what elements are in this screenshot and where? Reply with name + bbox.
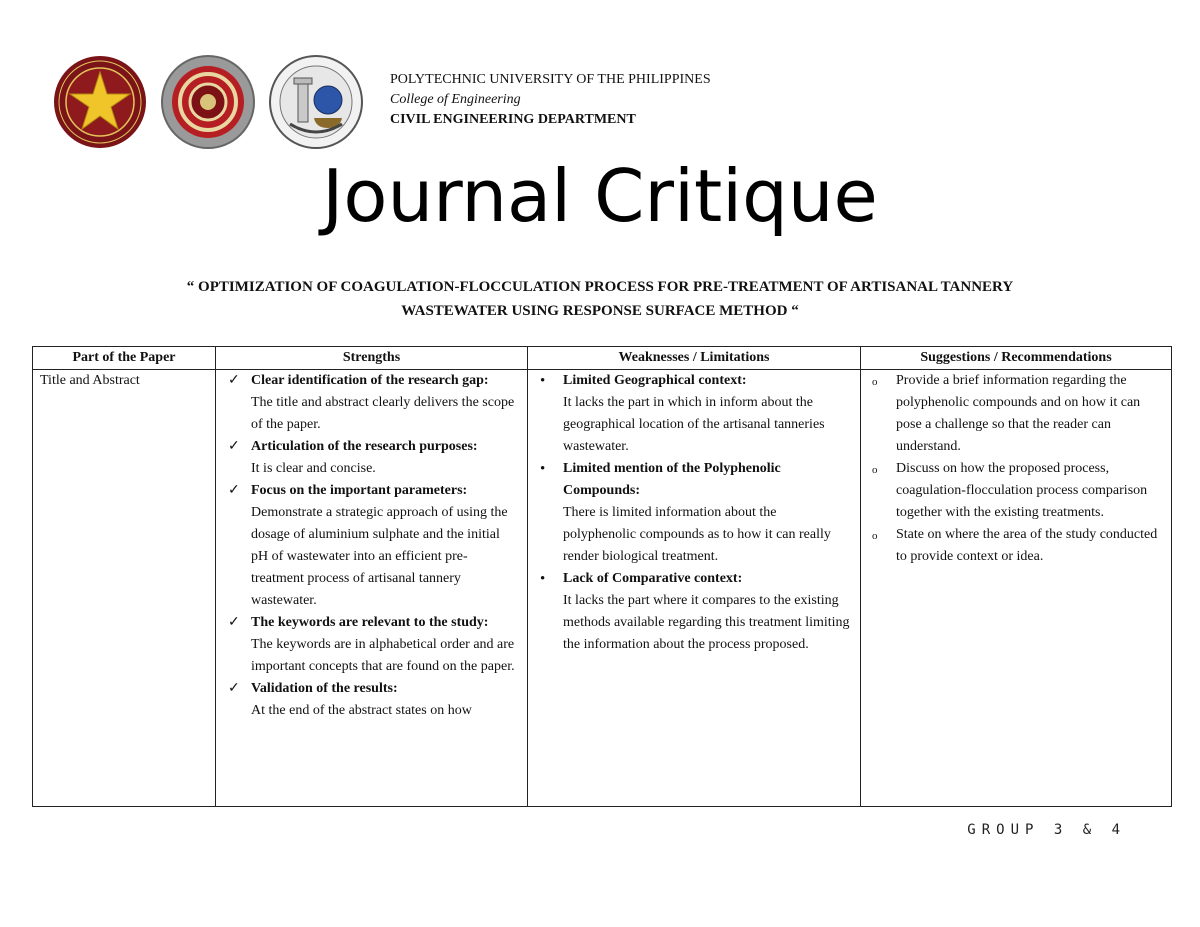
header-part: Part of the Paper [33, 347, 216, 370]
weaknesses-list [535, 370, 853, 656]
checkmark-icon: ✓ [228, 615, 240, 630]
weakness-item [535, 458, 853, 568]
pup-seal-logo [52, 54, 148, 150]
checkmark-icon: ✓ [228, 439, 240, 454]
checkmark-icon: ✓ [228, 483, 240, 498]
strength-text: The keywords are in alphabetical order and are important concepts that are found on the paper. [251, 637, 515, 674]
hollow-circle-icon: o [872, 530, 878, 542]
suggestion-item [868, 370, 1164, 458]
checkmark-icon: ✓ [228, 681, 240, 696]
suggestion-item [868, 524, 1164, 568]
suggestion-item [868, 458, 1164, 524]
strength-item [223, 612, 520, 678]
institution-block [390, 70, 711, 130]
suggestion-text: Discuss on how the proposed process, coagulation-flocculation process comparison together with the existing treatments. [896, 461, 1148, 520]
strength-title: The keywords are relevant to the study: [251, 615, 489, 630]
bullet-icon: • [540, 571, 546, 587]
weakness-text: It lacks the part in which in inform about the geographical location of the artisanal tanneries wastewater. [563, 395, 825, 454]
weakness-title: Limited mention of the Polyphenolic Compounds: [563, 461, 781, 498]
strength-title: Articulation of the research purposes: [251, 439, 478, 454]
weakness-item [535, 370, 853, 458]
college-name: College of Engineering [390, 92, 521, 107]
checkmark-icon: ✓ [228, 373, 240, 388]
weakness-title: Limited Geographical context: [563, 373, 747, 388]
hollow-circle-icon: o [872, 376, 878, 388]
university-name: POLYTECHNIC UNIVERSITY OF THE PHILIPPINES [390, 72, 711, 87]
weakness-title: Lack of Comparative context: [563, 571, 743, 586]
strengths-cell [216, 370, 528, 807]
strength-text: Demonstrate a strategic approach of using the dosage of aluminium sulphate and the initial pH of wastewater into an efficient pre-treatment process of artisanal tannery wastewater. [251, 505, 508, 608]
hollow-circle-icon: o [872, 464, 878, 476]
strength-item [223, 370, 520, 436]
department-name: CIVIL ENGINEERING DEPARTMENT [390, 112, 636, 127]
suggestions-cell [861, 370, 1172, 807]
strength-title: Focus on the important parameters: [251, 483, 468, 498]
suggestions-list [868, 370, 1164, 568]
suggestion-text: Provide a brief information regarding the polyphenolic compounds and on how it can pose a challenge so that the reader can understand. [896, 373, 1141, 454]
header-weaknesses: Weaknesses / Limitations [528, 347, 861, 370]
weakness-text: It lacks the part where it compares to the existing methods available regarding this treatment limiting the information about the process proposed. [563, 593, 850, 652]
suggestion-text: State on where the area of the study conducted to provide context or idea. [896, 527, 1158, 564]
paper-title-line-2: WASTEWATER USING RESPONSE SURFACE METHOD “ [401, 303, 799, 319]
critique-table [32, 346, 1172, 807]
weakness-item [535, 568, 853, 656]
strength-item [223, 436, 520, 480]
strength-title: Validation of the results: [251, 681, 398, 696]
header-suggestions: Suggestions / Recommendations [861, 347, 1172, 370]
college-of-engineering-seal-logo [160, 54, 256, 150]
weakness-text: There is limited information about the polyphenolic compounds as to how it can really render biological treatment. [563, 505, 831, 564]
strength-text: At the end of the abstract states on how [251, 703, 472, 718]
strength-title: Clear identification of the research gap: [251, 373, 489, 388]
civil-engineering-seal-logo [268, 54, 364, 150]
strength-text: The title and abstract clearly delivers the scope of the paper. [251, 395, 515, 432]
part-cell: Title and Abstract [33, 370, 216, 807]
group-footer: GROUP 3 & 4 [967, 822, 1126, 838]
bullet-icon: • [540, 461, 546, 477]
table-header-row [33, 347, 1172, 370]
paper-title [80, 275, 1120, 323]
strength-text: It is clear and concise. [251, 461, 376, 476]
header-strengths: Strengths [216, 347, 528, 370]
weaknesses-cell [528, 370, 861, 807]
bullet-icon: • [540, 373, 546, 389]
strength-item [223, 480, 520, 612]
strengths-list [223, 370, 520, 722]
table-row [33, 370, 1172, 807]
document-title: Journal Critique [322, 154, 878, 238]
strength-item [223, 678, 520, 722]
paper-title-line-1: “ OPTIMIZATION OF COAGULATION-FLOCCULATION PROCESS FOR PRE-TREATMENT OF ARTISANAL TANNERY [186, 279, 1014, 295]
